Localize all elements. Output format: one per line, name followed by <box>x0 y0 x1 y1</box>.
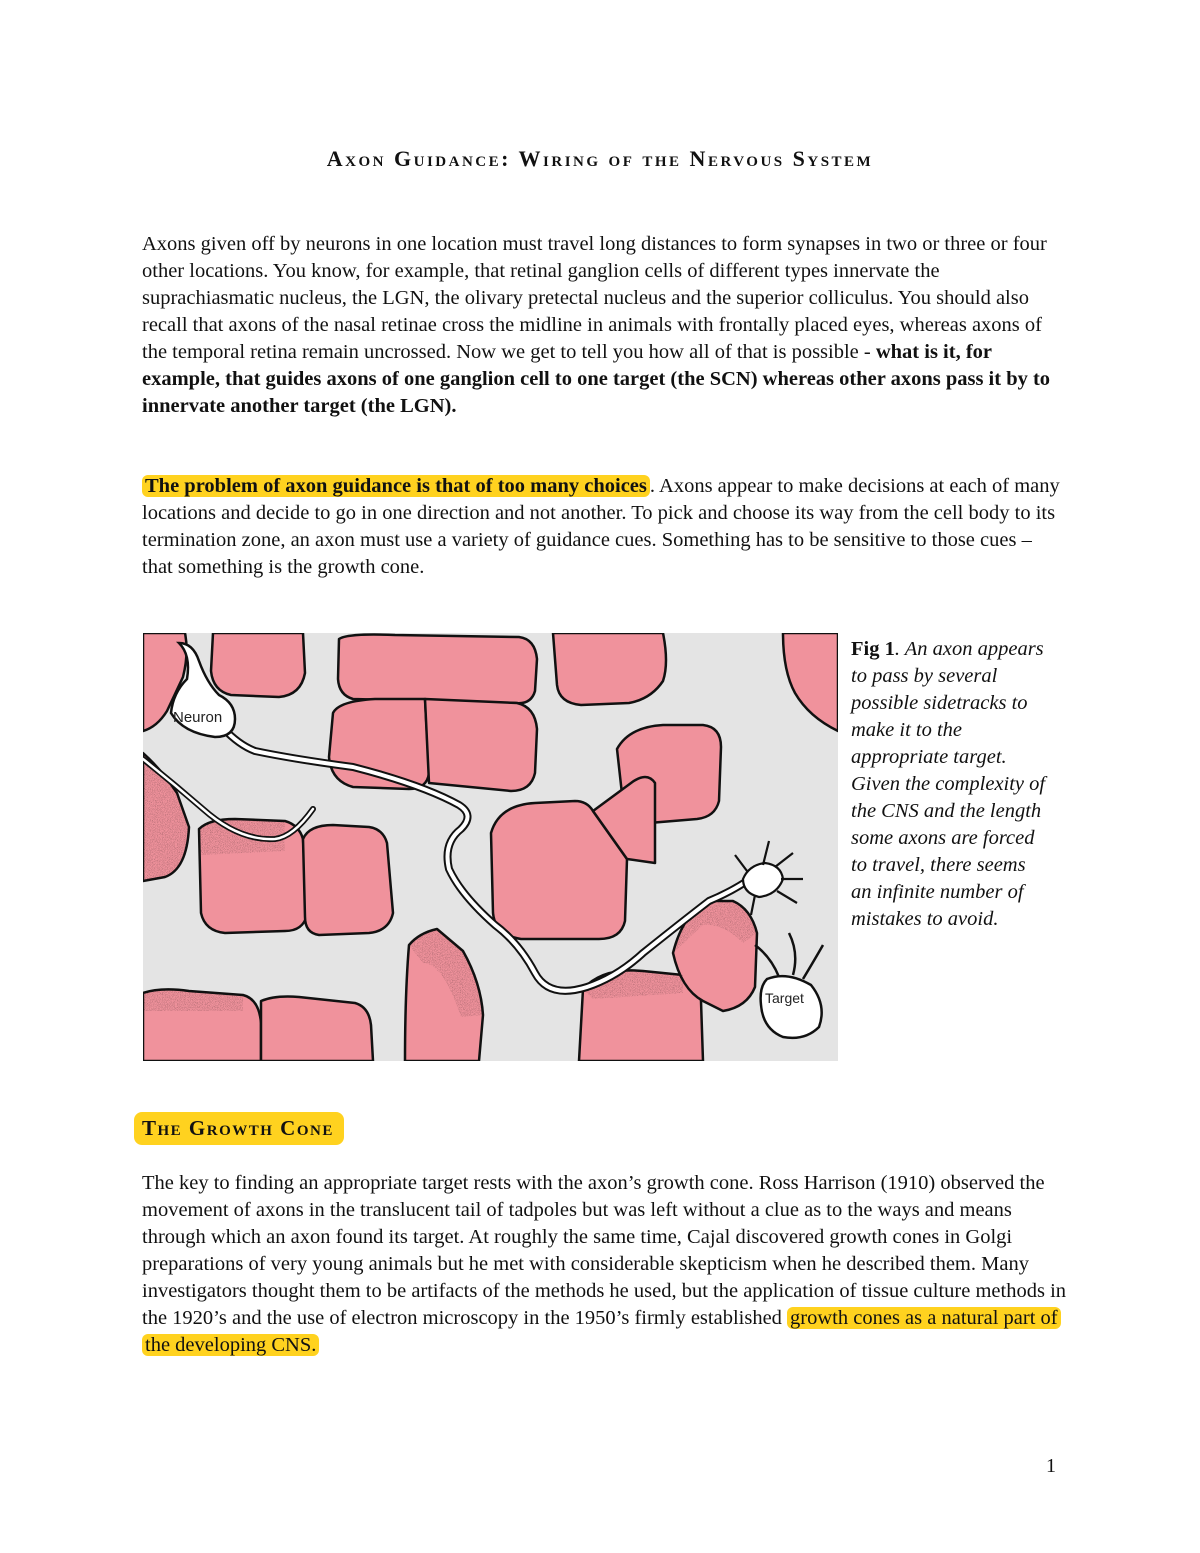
growth-cone-text: The key to finding an appropriate target rests with the axon’s growth cone. Ross Harrison (1910) observed the movement of axons in the translucent tail of tadpoles but was left without a clue as to the ways and means through which an axon found its target. At roughly the same time, Cajal discovered growth cones in Golgi preparations of very young animals but he met with considerable skepticism when he described them. Many investigators thought them to be artifacts of the methods he used, but the application of tissue culture methods in the 1920’s and the use of electron microscopy in the 1950’s firmly established <box>142 1172 1067 1329</box>
problem-paragraph <box>142 473 1067 581</box>
axon-pathway-figure <box>143 633 838 1061</box>
neuron-label: Neuron <box>173 709 223 726</box>
page-title: Axon Guidance: Wiring of the Nervous System <box>326 146 874 171</box>
intro-paragraph <box>142 231 1067 420</box>
cell <box>425 699 537 791</box>
intro-bold-question: what is it, for example, that guides axons of one ganglion cell to one target (the SCN) whereas other axons pass it by to innervate another target (the LGN). <box>142 341 1051 417</box>
cell <box>338 635 537 704</box>
figure-caption <box>851 636 1051 933</box>
problem-text: . Axons appear to make decisions at each of many locations and decide to go in one direction and not another. To pick and choose its way from the cell body to its termination zone, an axon must use a variety of guidance cues. Something has to be sensitive to those cues – that something is the growth cone. <box>142 475 1060 578</box>
intro-text: Axons given off by neurons in one location must travel long distances to form synapses in two or three or four other locations. You know, for example, that retinal ganglion cells of different types innervate the suprachiasmatic nucleus, the LGN, the olivary pretectal nucleus and the superior colliculus. You should also recall that axons of the nasal retinae cross the midline in animals with frontally placed eyes, whereas axons of the temporal retina remain uncrossed. Now we get to tell you how all of that is possible - <box>142 233 1047 363</box>
caption-label: Fig 1 <box>851 638 895 660</box>
cell <box>553 633 666 705</box>
growth-cone-icon <box>735 841 803 915</box>
page-number: 1 <box>1046 1455 1056 1477</box>
cell <box>783 633 838 731</box>
problem-highlight: The problem of axon guidance is that of too many choices <box>142 475 650 497</box>
cell <box>261 997 373 1062</box>
section-heading: The Growth Cone <box>134 1112 344 1145</box>
growth-cone-highlight: growth cones as a natural part of the developing CNS. <box>142 1307 1061 1356</box>
cell <box>211 633 305 697</box>
cell <box>303 825 393 935</box>
growth-cone-paragraph <box>142 1170 1067 1359</box>
target-label: Target <box>765 990 804 1006</box>
target-cell-body <box>755 933 823 1038</box>
caption-text: . An axon appears to pass by several possible sidetracks to make it to the appropriate target. Given the complexity of the CNS and the length some axons are forced to travel, there seems an infinite number of mistakes to avoid. <box>851 638 1046 930</box>
